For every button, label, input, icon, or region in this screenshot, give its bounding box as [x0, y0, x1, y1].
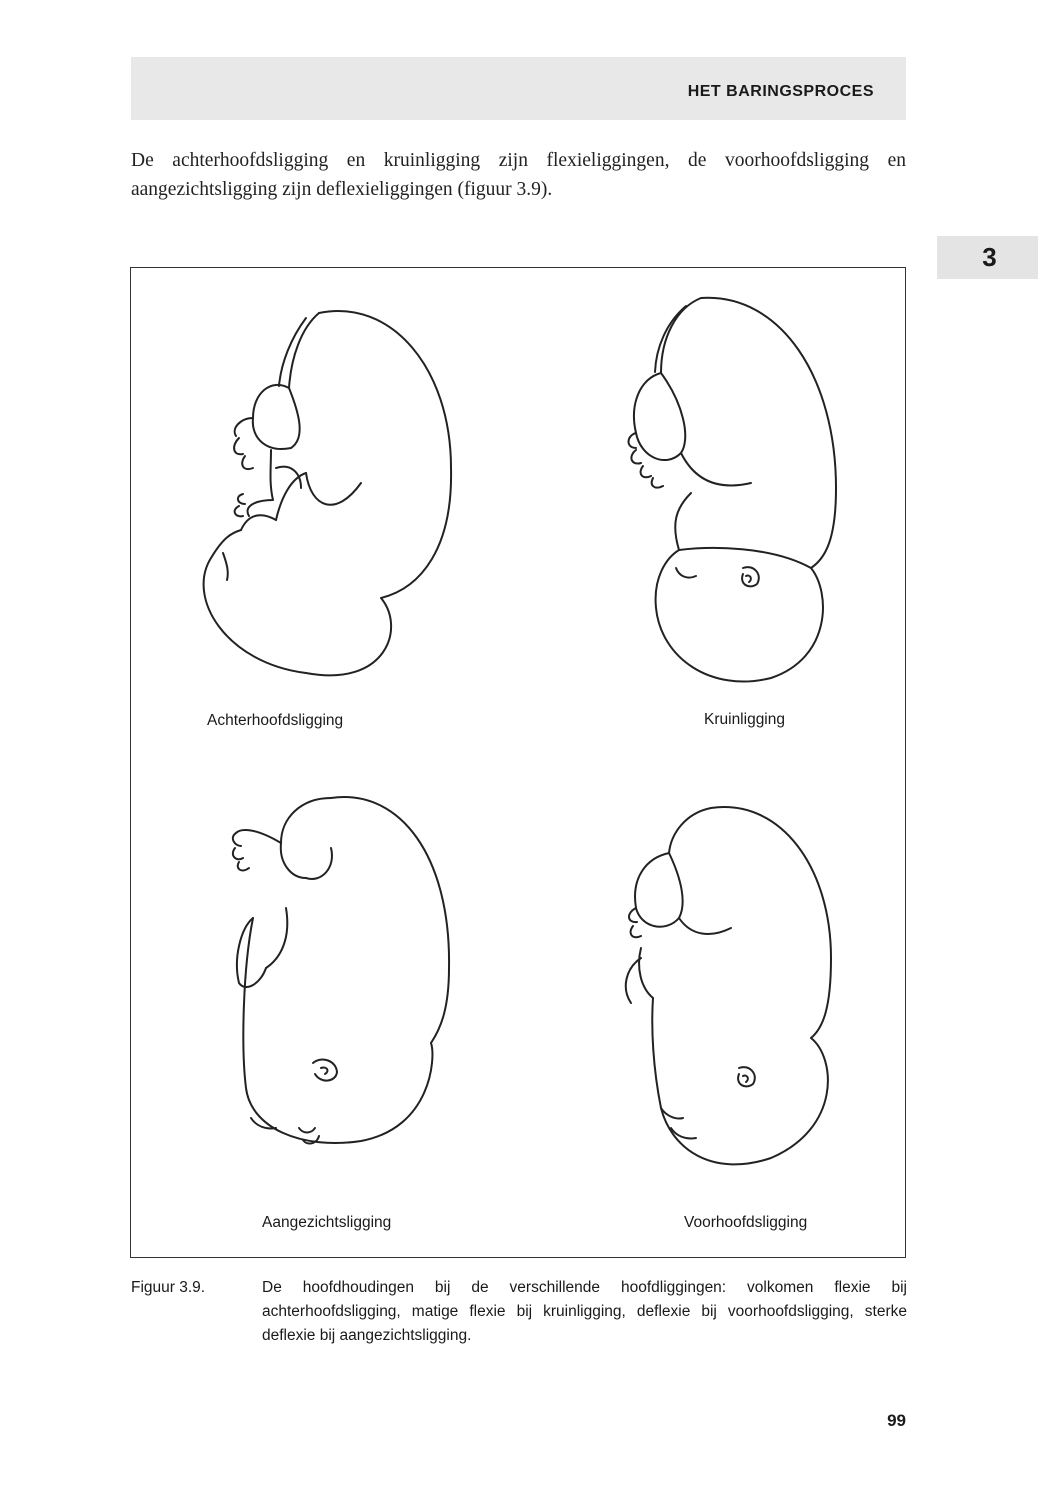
running-header	[131, 57, 906, 120]
chapter-number: 3	[982, 242, 997, 272]
label-voorhoofdsligging: Voorhoofdsligging	[684, 1214, 808, 1231]
figure-3-9	[130, 267, 906, 1258]
figure-caption-label: Figuur 3.9.	[131, 1279, 206, 1296]
label-aangezichtsligging: Aangezichtsligging	[262, 1214, 392, 1231]
intro-paragraph: De achterhoofdsligging en kruinligging zijn flexieliggingen, de voorhoofdsligging en aangezichtsligging zijn deflexieliggingen (figuur 3.9).	[131, 150, 906, 200]
fetus-illustration-kruinligging	[629, 298, 837, 682]
fetus-illustration-aangezichtsligging	[233, 797, 449, 1143]
label-kruinligging: Kruinligging	[704, 711, 785, 728]
figure-caption-text: De hoofdhoudingen bij de verschillende hoofdliggingen: volkomen flexie bij achterhoofdsligging, matige flexie bij kruinligging, deflexie bij voorhoofdsligging, sterke deflexie bij aangezichtsligging.	[262, 1279, 907, 1344]
chapter-tab	[937, 236, 1038, 279]
page-number: 99	[887, 1411, 906, 1430]
label-achterhoofdsligging: Achterhoofdsligging	[207, 712, 344, 729]
running-header-title: HET BARINGSPROCES	[687, 83, 874, 100]
fetus-illustration-achterhoofdsligging	[204, 311, 451, 675]
fetus-illustration-voorhoofdsligging	[626, 807, 831, 1164]
